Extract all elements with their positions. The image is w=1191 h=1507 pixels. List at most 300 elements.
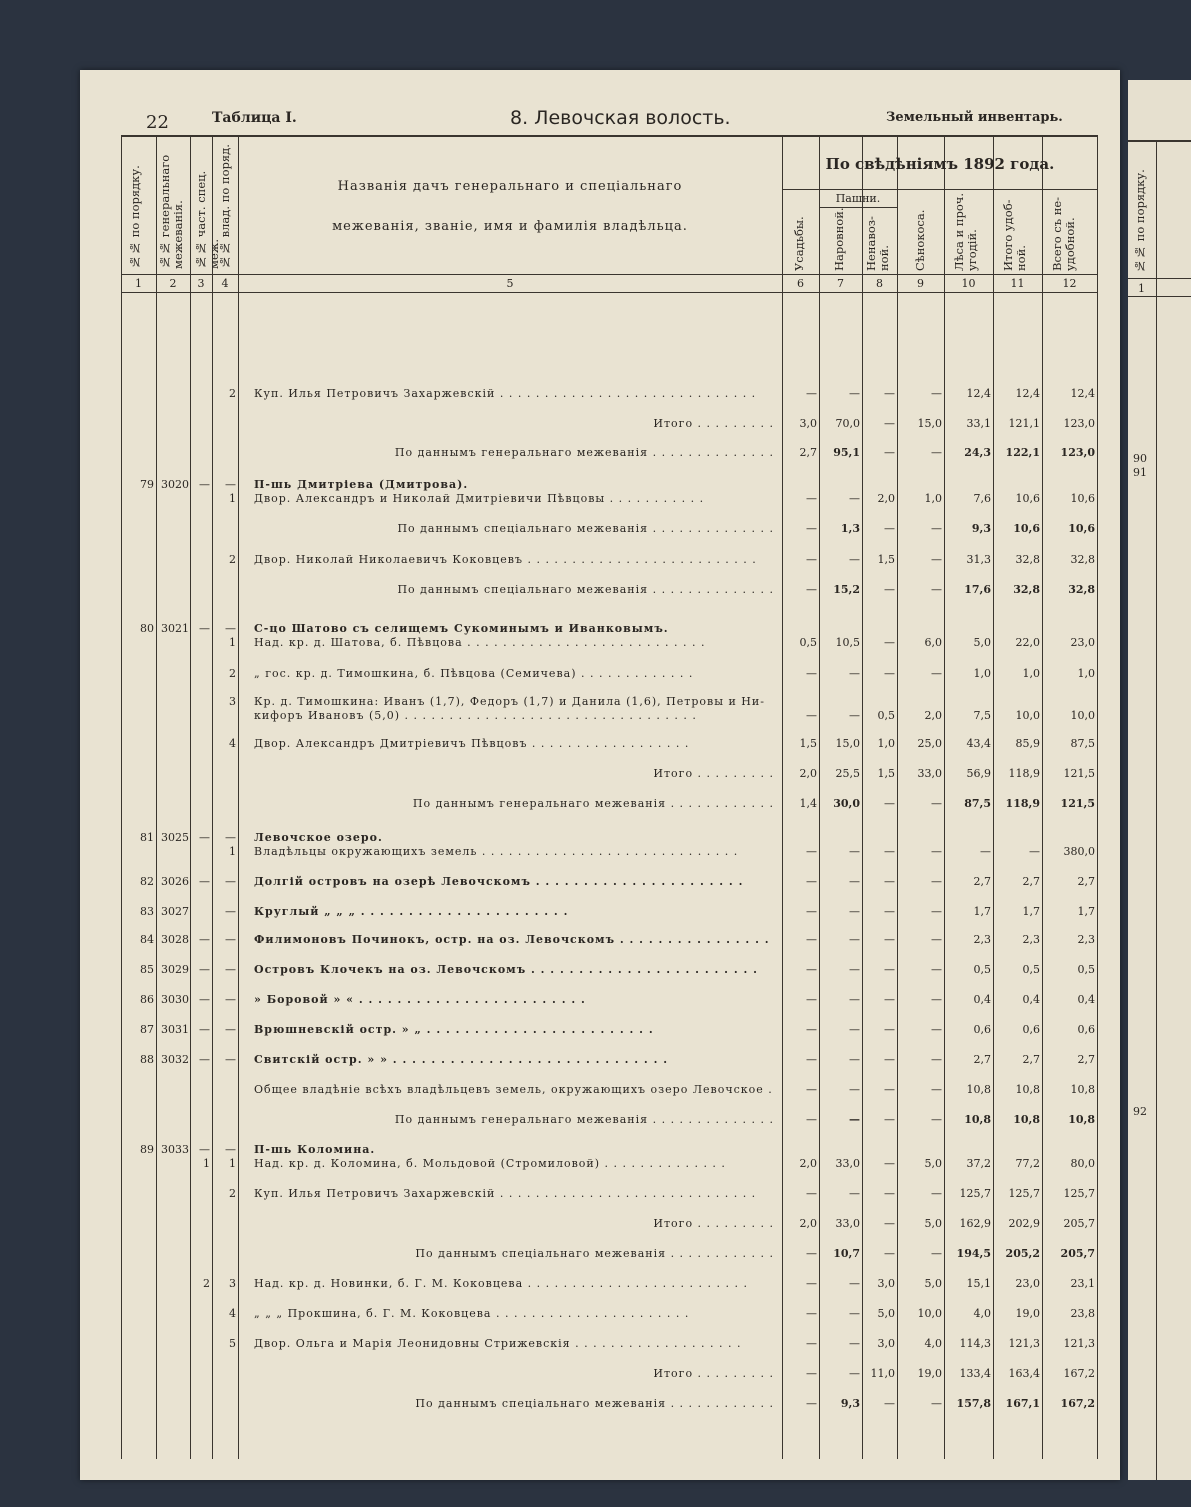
cell-c8: 1,5 [877, 767, 895, 780]
cell-c12: 2,7 [1077, 1053, 1095, 1066]
cell-c12: 23,0 [1070, 636, 1095, 649]
row-name: Владѣльцы окружающихъ земель . . . . . . . . . . . . . . . . . . . . . . . . . . . . . [254, 845, 739, 858]
cell-c10: 2,7 [973, 1053, 991, 1066]
row-name: С-цо Шатово съ селищемъ Сукоминымъ и Иванковымъ. [254, 622, 669, 635]
cell-c6: 2,0 [799, 767, 817, 780]
cell-n: 82 [140, 875, 154, 888]
cell-c6: — [806, 905, 817, 918]
next-page-header: №№ по порядку. [1133, 169, 1147, 273]
cell-c8: — [884, 417, 895, 430]
cell-c9: — [931, 387, 942, 400]
cell-v: 3 [229, 1277, 236, 1290]
column-number: 6 [797, 277, 804, 290]
cell-c11: 0,4 [1022, 993, 1040, 1006]
header-c6: Усадьбы. [792, 216, 806, 271]
row-name: кифоръ Ивановъ (5,0) . . . . . . . . . . . . . . . . . . . . . . . . . . . . . . . . . [254, 709, 697, 722]
row-name: Филимоновъ Починокъ, остр. на оз. Левочскомъ . . . . . . . . . . . . . . . . [254, 933, 770, 946]
cell-c9: — [931, 905, 942, 918]
cell-c7: — [849, 933, 860, 946]
cell-c6: 2,0 [799, 1217, 817, 1230]
row-name: Над. кр. д. Коломина, б. Мольдовой (Стромиловой) . . . . . . . . . . . . . . [254, 1157, 726, 1170]
cell-c10: 157,8 [956, 1397, 991, 1410]
row-name: По даннымъ генеральнаго межеванія . . . . . . . . . . . . [412, 797, 774, 810]
cell-s: — [199, 622, 210, 635]
column-number: 4 [221, 277, 229, 290]
cell-c12: 12,4 [1070, 387, 1095, 400]
cell-n: 80 [140, 622, 154, 635]
cell-c7: — [849, 709, 860, 722]
cell-c12: 121,5 [1060, 797, 1095, 810]
cell-c8: — [884, 875, 895, 888]
cell-c11: 1,0 [1022, 667, 1040, 680]
cell-g: 3030 [161, 993, 189, 1006]
column-number: 10 [961, 277, 976, 290]
row-name: Свитскій остр. » » . . . . . . . . . . . . . . . . . . . . . . . . . . . . . [254, 1053, 669, 1066]
cell-c9: — [931, 1187, 942, 1200]
cell-v: — [225, 905, 236, 918]
cell-c10: 0,6 [973, 1023, 991, 1036]
cell-s: — [199, 478, 210, 491]
header-c12: Всего съ не-удобной. [1050, 196, 1077, 271]
cell-c9: 15,0 [917, 417, 942, 430]
cell-v: — [225, 993, 236, 1006]
cell-c10: 162,9 [959, 1217, 991, 1230]
cell-c6: — [806, 1277, 817, 1290]
row-name: Куп. Илья Петровичъ Захаржевскій . . . . . . . . . . . . . . . . . . . . . . . . . . . . . [254, 387, 757, 400]
cell-c7: — [849, 993, 860, 1006]
cell-c9: 10,0 [917, 1307, 942, 1320]
cell-c8: — [884, 387, 895, 400]
row-name: Двор. Александръ и Николай Дмитріевичи Пѣвцовы . . . . . . . . . . . [254, 492, 705, 505]
cell-c7: — [849, 553, 860, 566]
cell-v: 2 [229, 667, 236, 680]
cell-v: — [225, 831, 236, 844]
column-number: 3 [197, 277, 205, 290]
header-c9: Сѣнокоса. [913, 209, 927, 271]
cell-c6: 2,7 [799, 446, 817, 459]
cell-v: 1 [229, 1157, 236, 1170]
cell-c11: 2,3 [1022, 933, 1040, 946]
cell-c8: 1,5 [877, 553, 895, 566]
cell-c8: 2,0 [877, 492, 895, 505]
cell-c6: — [806, 1247, 817, 1260]
row-name: Долгій островъ на озерѣ Левочскомъ . . . . . . . . . . . . . . . . . . . . . . [254, 875, 744, 888]
next-page-row-number: 90 [1133, 452, 1147, 465]
cell-n: 86 [140, 993, 154, 1006]
header-names-line1: Названія дачъ генеральнаго и спеціальнаго [337, 179, 683, 194]
cell-c6: 3,0 [799, 417, 817, 430]
cell-c11: 10,0 [1015, 709, 1040, 722]
cell-s: — [199, 963, 210, 976]
cell-s: — [199, 1143, 210, 1156]
cell-c11: 0,5 [1022, 963, 1040, 976]
cell-c8: — [884, 845, 895, 858]
column-number: 9 [917, 277, 924, 290]
cell-v: 3 [229, 695, 236, 708]
cell-c7: — [849, 845, 860, 858]
cell-c9: 5,0 [924, 1157, 942, 1170]
cell-c8: 11,0 [870, 1367, 895, 1380]
cell-c11: 0,6 [1022, 1023, 1040, 1036]
cell-c7: 15,0 [835, 737, 860, 750]
cell-c11: 12,4 [1015, 387, 1040, 400]
cell-c10: 12,4 [966, 387, 991, 400]
cell-s: 1 [203, 1157, 210, 1170]
cell-v: 1 [229, 492, 236, 505]
book-page [80, 70, 1120, 1480]
cell-c7: 25,5 [835, 767, 860, 780]
row-name: П-шь Коломина. [254, 1143, 376, 1156]
cell-c7: — [849, 1337, 860, 1350]
header-col2: №№ генеральнаго межеванія. [158, 154, 185, 269]
cell-c10: 7,6 [973, 492, 991, 505]
cell-c12: 380,0 [1063, 845, 1095, 858]
cell-c10: 4,0 [973, 1307, 991, 1320]
cell-c10: 31,3 [966, 553, 991, 566]
cell-c7: — [849, 1367, 860, 1380]
cell-c6: — [806, 583, 817, 596]
cell-c10: 1,0 [973, 667, 991, 680]
cell-c7: 1,3 [840, 522, 860, 535]
cell-c12: 205,7 [1060, 1247, 1095, 1260]
cell-n: 79 [140, 478, 154, 491]
row-name: По даннымъ спеціальнаго межеванія . . . . . . . . . . . . [415, 1247, 774, 1260]
cell-c7: 9,3 [840, 1397, 860, 1410]
cell-c6: — [806, 1367, 817, 1380]
cell-c11: 121,1 [1008, 417, 1040, 430]
cell-c12: 123,0 [1063, 417, 1095, 430]
cell-c10: 7,5 [973, 709, 991, 722]
cell-c10: 2,3 [973, 933, 991, 946]
cell-c8: — [884, 522, 895, 535]
header-c10: Лѣса и проч. угодій. [952, 192, 979, 271]
cell-c9: — [931, 1083, 942, 1096]
cell-c10: 194,5 [956, 1247, 991, 1260]
cell-c7: 33,0 [835, 1157, 860, 1170]
cell-c12: 2,3 [1077, 933, 1095, 946]
cell-c11: 163,4 [1008, 1367, 1040, 1380]
cell-c9: — [931, 1023, 942, 1036]
cell-c6: 2,0 [799, 1157, 817, 1170]
cell-c11: 167,1 [1005, 1397, 1040, 1410]
row-name: Двор. Ольга и Марія Леонидовны Стрижевскія . . . . . . . . . . . . . . . . . . . [254, 1337, 742, 1350]
cell-c9: — [931, 1113, 942, 1126]
cell-g: 3032 [161, 1053, 189, 1066]
cell-c8: — [884, 993, 895, 1006]
cell-c7: — [849, 1023, 860, 1036]
header-c11: Итого удоб-ной. [1001, 199, 1028, 271]
cell-c12: 80,0 [1070, 1157, 1095, 1170]
cell-c6: 1,5 [799, 737, 817, 750]
row-name: Итого . . . . . . . . . [653, 767, 774, 780]
cell-c9: 1,0 [924, 492, 942, 505]
cell-c8: — [884, 1053, 895, 1066]
cell-g: 3026 [161, 875, 189, 888]
row-name: Круглый „ „ „ . . . . . . . . . . . . . . . . . . . . . . [254, 905, 569, 918]
cell-c6: — [806, 1307, 817, 1320]
cell-c12: 125,7 [1063, 1187, 1095, 1200]
cell-n: 88 [140, 1053, 154, 1066]
cell-c7: — [849, 1113, 860, 1126]
row-name: Итого . . . . . . . . . [653, 1217, 774, 1230]
cell-c9: 6,0 [924, 636, 942, 649]
cell-v: — [225, 1053, 236, 1066]
row-name: Островъ Клочекъ на оз. Левочскомъ . . . . . . . . . . . . . . . . . . . . . . . . [254, 963, 758, 976]
cell-c8: — [884, 797, 895, 810]
cell-c9: 25,0 [917, 737, 942, 750]
cell-c7: — [849, 1307, 860, 1320]
cell-c6: — [806, 1337, 817, 1350]
cell-c6: — [806, 1053, 817, 1066]
cell-c6: 1,4 [799, 797, 817, 810]
cell-c7: — [849, 492, 860, 505]
cell-c10: 0,5 [973, 963, 991, 976]
cell-c11: 118,9 [1005, 797, 1040, 810]
cell-c7: 70,0 [835, 417, 860, 430]
column-number: 5 [506, 277, 514, 290]
cell-c10: 43,4 [966, 737, 991, 750]
cell-c10: 0,4 [973, 993, 991, 1006]
cell-c11: 10,8 [1015, 1083, 1040, 1096]
column-number: 8 [876, 277, 883, 290]
cell-c8: 1,0 [877, 737, 895, 750]
cell-c12: 23,1 [1070, 1277, 1095, 1290]
cell-c6: — [806, 993, 817, 1006]
next-page-edge [1128, 80, 1191, 1480]
row-name: Двор. Николай Николаевичъ Коковцевъ . . . . . . . . . . . . . . . . . . . . . . . . . . [254, 553, 757, 566]
cell-g: 3027 [161, 905, 189, 918]
inventory-table [121, 135, 1098, 1459]
cell-s: — [199, 831, 210, 844]
cell-n: 81 [140, 831, 154, 844]
cell-c12: 121,3 [1063, 1337, 1095, 1350]
cell-g: 3031 [161, 1023, 189, 1036]
cell-c12: 32,8 [1070, 553, 1095, 566]
cell-c7: — [849, 667, 860, 680]
cell-c8: — [884, 446, 895, 459]
cell-c8: — [884, 933, 895, 946]
cell-c11: 23,0 [1015, 1277, 1040, 1290]
cell-c9: — [931, 583, 942, 596]
cell-c6: — [806, 709, 817, 722]
row-name: По даннымъ генеральнаго межеванія . . . . . . . . . . . . . . [394, 446, 774, 459]
cell-c9: 5,0 [924, 1277, 942, 1290]
cell-v: — [225, 478, 236, 491]
cell-c12: 167,2 [1060, 1397, 1095, 1410]
cell-c10: 10,8 [964, 1113, 991, 1126]
header-col1: №№ по порядку. [128, 165, 142, 269]
column-number: 2 [169, 277, 177, 290]
cell-c12: 10,6 [1070, 492, 1095, 505]
cell-c11: 121,3 [1008, 1337, 1040, 1350]
cell-c8: — [884, 1187, 895, 1200]
cell-v: 1 [229, 845, 236, 858]
cell-g: 3029 [161, 963, 189, 976]
cell-c8: — [884, 1157, 895, 1170]
cell-c12: 87,5 [1070, 737, 1095, 750]
cell-c6: — [806, 1113, 817, 1126]
cell-n: 89 [140, 1143, 154, 1156]
row-name: Левочское озеро. [254, 831, 383, 844]
cell-c9: 5,0 [924, 1217, 942, 1230]
cell-c11: 32,8 [1013, 583, 1040, 596]
cell-c12: 0,5 [1077, 963, 1095, 976]
page-number: 22 [146, 112, 169, 133]
cell-c7: 15,2 [833, 583, 860, 596]
cell-c9: — [931, 993, 942, 1006]
cell-c11: 1,7 [1022, 905, 1040, 918]
row-name: „ „ „ Прокшина, б. Г. М. Коковцева . . . . . . . . . . . . . . . . . . . . . . [254, 1307, 690, 1320]
cell-n: 85 [140, 963, 154, 976]
cell-c6: — [806, 1397, 817, 1410]
row-name: Общее владѣніе всѣхъ владѣльцевъ земель, окружающихъ озеро Левочское . [254, 1083, 773, 1096]
cell-c8: 0,5 [877, 709, 895, 722]
cell-c12: 23,8 [1070, 1307, 1095, 1320]
cell-c10: 1,7 [973, 905, 991, 918]
row-name: » Боровой » « . . . . . . . . . . . . . . . . . . . . . . . . [254, 993, 586, 1006]
cell-c9: — [931, 1247, 942, 1260]
cell-c9: — [931, 1397, 942, 1410]
cell-c11: 10,6 [1015, 492, 1040, 505]
cell-c7: — [849, 963, 860, 976]
cell-s: — [199, 1053, 210, 1066]
cell-c7: — [849, 905, 860, 918]
cell-c6: — [806, 492, 817, 505]
cell-c6: — [806, 553, 817, 566]
cell-c8: — [884, 1217, 895, 1230]
cell-c9: — [931, 522, 942, 535]
cell-c10: 125,7 [959, 1187, 991, 1200]
cell-c11: 2,7 [1022, 875, 1040, 888]
cell-n: 87 [140, 1023, 154, 1036]
section-title: Земельный инвентарь. [886, 110, 1063, 125]
cell-v: — [225, 933, 236, 946]
cell-c12: 0,4 [1077, 993, 1095, 1006]
cell-c11: 10,6 [1013, 522, 1040, 535]
cell-c8: — [884, 1113, 895, 1126]
cell-c7: — [849, 1053, 860, 1066]
cell-c12: 2,7 [1077, 875, 1095, 888]
column-number: 12 [1062, 277, 1077, 290]
cell-c11: 2,7 [1022, 1053, 1040, 1066]
row-name: П-шь Дмитріева (Дмитрова). [254, 478, 469, 491]
cell-c10: 15,1 [966, 1277, 991, 1290]
cell-c7: 33,0 [835, 1217, 860, 1230]
cell-c7: — [849, 1083, 860, 1096]
cell-c10: 56,9 [966, 767, 991, 780]
cell-c11: 77,2 [1015, 1157, 1040, 1170]
cell-c6: — [806, 387, 817, 400]
cell-v: 2 [229, 387, 236, 400]
cell-c9: 33,0 [917, 767, 942, 780]
cell-c10: 133,4 [959, 1367, 991, 1380]
cell-c11: 32,8 [1015, 553, 1040, 566]
cell-c6: — [806, 845, 817, 858]
header-pashni: Пашни. [835, 192, 881, 205]
column-number: 7 [837, 277, 844, 290]
cell-c9: — [931, 1053, 942, 1066]
cell-c10: 9,3 [971, 522, 991, 535]
cell-v: — [225, 1023, 236, 1036]
cell-c8: — [884, 905, 895, 918]
cell-c9: — [931, 667, 942, 680]
cell-c10: 114,3 [959, 1337, 991, 1350]
header-group: По свѣдѣніямъ 1892 года. [825, 155, 1055, 173]
cell-c10: 10,8 [966, 1083, 991, 1096]
cell-c6: — [806, 963, 817, 976]
cell-c12: 10,8 [1068, 1113, 1095, 1126]
row-name: По даннымъ спеціальнаго межеванія . . . . . . . . . . . . . . [397, 522, 774, 535]
row-name: Над. кр. д. Шатова, б. Пѣвцова . . . . . . . . . . . . . . . . . . . . . . . . . . . [254, 636, 706, 649]
cell-c11: 205,2 [1005, 1247, 1040, 1260]
column-number: 1 [135, 277, 142, 290]
table-label: Таблица I. [212, 110, 297, 126]
cell-c12: 121,5 [1063, 767, 1095, 780]
cell-c8: — [884, 1247, 895, 1260]
cell-c11: 22,0 [1015, 636, 1040, 649]
cell-c11: 122,1 [1005, 446, 1040, 459]
cell-c6: 0,5 [799, 636, 817, 649]
cell-c8: 3,0 [877, 1277, 895, 1290]
row-name: Врюшневскій остр. » „ . . . . . . . . . . . . . . . . . . . . . . . . [254, 1023, 654, 1036]
cell-c12: 123,0 [1060, 446, 1095, 459]
cell-c9: 4,0 [924, 1337, 942, 1350]
cell-c7: 30,0 [833, 797, 860, 810]
header-c8: Ненавоз-ной. [864, 216, 891, 271]
cell-c11: 85,9 [1015, 737, 1040, 750]
cell-c12: 10,8 [1070, 1083, 1095, 1096]
cell-c9: — [931, 797, 942, 810]
cell-c10: 24,3 [964, 446, 991, 459]
cell-c11: 118,9 [1008, 767, 1040, 780]
cell-c6: — [806, 1083, 817, 1096]
cell-c12: 32,8 [1068, 583, 1095, 596]
row-name: Куп. Илья Петровичъ Захаржевскій . . . . . . . . . . . . . . . . . . . . . . . . . . . . . [254, 1187, 757, 1200]
cell-c9: 2,0 [924, 709, 942, 722]
cell-c10: — [980, 845, 991, 858]
cell-c7: 95,1 [833, 446, 860, 459]
cell-s: 2 [203, 1277, 210, 1290]
header-names-line2: межеванія, званіе, имя и фамилія владѣльца. [332, 219, 688, 234]
cell-c12: 0,6 [1077, 1023, 1095, 1036]
cell-c8: 5,0 [877, 1307, 895, 1320]
row-name: Кр. д. Тимошкина: Иванъ (1,7), Федоръ (1,7) и Данила (1,6), Петровы и Ни- [254, 695, 765, 708]
cell-c6: — [806, 933, 817, 946]
cell-c9: — [931, 446, 942, 459]
cell-c6: — [806, 875, 817, 888]
cell-c10: 87,5 [964, 797, 991, 810]
next-page-row-number: 92 [1133, 1105, 1147, 1118]
row-name: Итого . . . . . . . . . [653, 1367, 774, 1380]
cell-c9: — [931, 933, 942, 946]
cell-c9: 19,0 [917, 1367, 942, 1380]
cell-c8: — [884, 1023, 895, 1036]
cell-v: 4 [229, 1307, 236, 1320]
cell-c7: — [849, 875, 860, 888]
cell-s: — [199, 933, 210, 946]
cell-g: 3021 [161, 622, 189, 635]
page-title: 8. Левочская волость. [510, 107, 731, 129]
cell-c11: 202,9 [1008, 1217, 1040, 1230]
cell-c7: — [849, 1187, 860, 1200]
cell-c12: 10,0 [1070, 709, 1095, 722]
cell-g: 3028 [161, 933, 189, 946]
cell-c12: 1,0 [1077, 667, 1095, 680]
cell-c12: 167,2 [1063, 1367, 1095, 1380]
cell-g: 3020 [161, 478, 189, 491]
cell-c8: — [884, 1397, 895, 1410]
cell-v: 4 [229, 737, 236, 750]
